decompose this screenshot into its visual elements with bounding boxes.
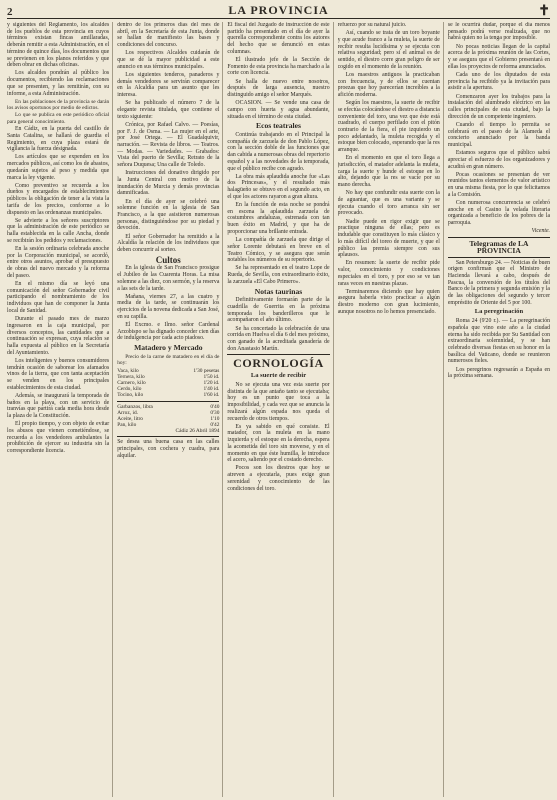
paragraph: No se ejecuta una vez esta suerte por distinta de la que antaño tanto se ejecutaba; hoy es un punto que toca a la imposibilidad, y cada vez que se anuncia la realizará algún espada nos queda el recuerdo de otros tiempos. [227,382,330,422]
paragraph: El señor Gobernador ha remitido a la Alcaldía la relación de los individuos que deben concurrir al sorteo. [117,233,220,253]
paragraph: Pocas ocasiones se presentan de ver reunidos tantos elementos de valor artístico en una misma fiesta, por lo que felicitamos a la Comisión. [447,171,551,198]
table-row: Vaca, kilo 1'30 pesetas [117,367,220,374]
paragraph: dentro de los primeros días del mes de abril, en la Secretaría de esta Junta, donde se hallan de manifiesto las bases y condiciones del concurso. [117,22,220,49]
table-row: Pan, kilo 0'42 [117,422,220,429]
column-4 [338,22,444,797]
paragraph: En el momento en que el toro llega a jurisdicción, el matador adelanta la muleta, carga la suerte y hunde el estoque en lo alto, dejando que la res se vacíe por su mano derecha. [337,155,440,189]
paragraph: Roma 24 (9'20 r.). — La peregrinación española que vino este año a la ciudad eterna ha sido recibida por Su Santidad con extraordinaria solemnidad, y se han celebrado diversas fiestas en su honor en la basílica del Vaticano, donde se reunieron numerosos fieles. [447,318,551,365]
column-2 [117,22,223,797]
paragraph: En la función de esta noche se pondrá en escena la aplaudida zarzuela de costumbres andaluzas, estrenada con tan buen éxito en Madrid, y que ha de proporcionar una brillante entrada. [227,202,330,235]
paragraph: Es ya sabido en qué consiste. El matador, con la muleta en la mano izquierda y el estoque en la derecha, espera la acometida del toro sin moverse, y en el momento en que éste humilla, le introduce el acero, saliendo por el costado derecho. [227,423,330,464]
paragraph: refuerzo por su natural juicio. [337,22,407,28]
paragraph: Se desea una buena casa en las calles principales, con cochera y cuadra, para alquilar. [117,439,220,459]
cross-icon: ✝ [538,4,550,19]
paragraph: Mañana, viernes 27, a las cuatro y media de la tarde, se continuarán los ejercicios de la novena dedicada a San José, en su capilla. [117,293,220,320]
paragraph: Se ha representado en el teatro Lope de Rueda, de Sevilla, con extraordinario éxito, la zarzuela «El Cabo Primero». [227,265,330,285]
table-row: Carnero, kilo 1'20 id. [117,379,220,386]
paragraph: Instrucciones del donativo dirigido por la Junta Central con motivo de la inundación de Murcia y demás provincias damnificadas. [117,170,220,197]
market-price-table [117,368,219,399]
paragraph: El Excmo. e Ilmo. señor Cardenal Arzobispo se ha dignado conceder cien días de indulgencia por cada acto piadoso. [117,322,220,342]
table-row: Tocino, kilo 1'60 id. [117,392,220,399]
paragraph: se le ocurrirá dudar, porque el día menos pensado podrá verse realizada, que no habrá quien no la tenga por imposible. [447,22,551,42]
paragraph: Se ha concertado la celebración de una corrida en Huelva el día 6 del mes próximo, con ganado de la acreditada ganadería de don Anastasio Martín. [227,325,330,352]
paragraph: Los peregrinos regresarán a España en la próxima semana. [447,366,551,380]
market-date: Cádiz 26 Abril 1894 [175,428,220,435]
page-number: 2 [7,6,13,18]
paragraph: Con numerosa concurrencia se celebró anoche en el Casino la velada literaria organizada a beneficio de los pobres de la parroquia. [447,200,551,227]
table-row: Garbanzos, libra 0'40 [117,403,220,410]
paragraph: Continúa trabajando en el Principal la compañía de zarzuela de don Pablo López, con la sección doble de las funciones que dan cabida a numerosas obras del repertorio español y a las novedades de la temporada, que el público recibe con agrado. [227,132,330,172]
section-heading-cornologia: CORNOLOGÍA [233,356,324,371]
section-heading-notas-taurinas: Notas taurinas [254,286,303,296]
paragraph: Terminaremos diciendo que hay quien asegura haberla visto practicar a algún diestro moderno con gran lucimiento, aunque nosotros no lo hemos presenciado. [337,288,440,315]
divider [227,354,329,355]
paragraph: En el mismo día se leyó una comunicación del señor Gobernador civil participando el nombramiento de los individuos que han de componer la Junta local de Sanidad. [7,281,110,314]
paragraph: En la iglesia de San Francisco prosigue el Jubileo de las Cuarenta Horas. La misa solemne a las diez, con sermón, y la reserva a las seis de la tarde. [117,265,220,292]
paragraph: Como preventivo se recuerda a los dueños y encargados de establecimientos públicos la obligación de tener a la vista la tarifa de los precios, conforme a lo dispuesto en las ordenanzas municipales. [7,182,110,216]
newspaper-title: LA PROVINCIA [228,3,329,17]
market-price-table-2 [117,404,219,429]
paragraph: Los alcaldes pondrán al público los documentos, recibiendo las reclamaciones que se presenten, y las remitirán, con su informe, a esta Administración. [7,70,110,97]
paragraph: En las poblaciones de la provincia se darán los avisos oportunos por medio de edictos. [7,98,110,111]
paragraph: Los siguientes tenderos, panaderos y demás vendedores se servirán comparecer en la Alcaldía para un asunto que les interesa. [117,71,220,99]
table-row: Arroz, id. 0'30 [117,409,220,416]
paragraph: No hay que confundir esta suerte con la de aguantar, que es una variante y se ejecuta cuando el toro arranca sin ser provocado. [337,190,440,217]
paragraph: Los inteligentes y buenos consumidores tendrán ocasión de saborear los afamados vinos de la tierra, que con tanta aceptación se venden en los principales establecimientos de esta ciudad. [7,357,110,391]
paragraph: En Cádiz, en la puerta del castillo de Santa Catalina, se hallará de guardia el Regimiento, en cuya plaza estará de vigilancia la fuerza designada. [7,126,110,153]
paragraph: Nadie puede en rigor exigir que se practique ninguna de ellas; pero es indudable que constituyen lo más clásico y lo más difícil del toreo de muerte, y que el público las premia siempre con sus aplausos. [337,218,440,259]
paragraph: Los artículos que se expenden en los mercados públicos, así como los de abastos, quedarán sujetos al peso y medida que marca la ley vigente. [7,154,110,181]
paragraph: San Petersburgo 24. — Noticias de buen origen confirman que el Ministro de Hacienda llevará a cabo, después de Pascua, la conversión de los títulos del Banco de la primera y segunda emisión y la de las obligaciones del segundo y tercer empréstito de Oriente del 5 por 100. [447,259,551,306]
table-row: Cerdo, kilo 1'40 id. [117,386,220,393]
market-intro: Precio de la carne de matadero en el día de hoy: [117,353,220,366]
paragraph: y siguientes del Reglamento, los alcaldes de los pueblos de esta provincia en cuyos términos existan fincas amillaradas, deberán remitir a esta Administración, en el término de quince días, los documentos que se previenen en los planos referidos y que deben obrar en dichas oficinas. [7,22,110,69]
paragraph: OCASION. — Se vende una casa de campo con huerta y agua abundante, situada en el término de esta ciudad. [227,100,330,120]
divider [117,401,219,402]
section-subheading: La peregrinación [474,308,524,316]
paragraph: Se halla de nuevo entre nosotros, después de larga ausencia, nuestro distinguido amigo el señor Marqués. [227,78,330,99]
paragraph: Así, cuando se trata de un toro boyante y que acude franco a la muleta, la suerte de recibir resulta lucidísima y se ejecuta con relativa seguridad; pero si el animal es de sentido, el diestro corre gran peligro de ser cogido en el momento de la reunión. [337,30,440,70]
paragraph: El fiscal del Juzgado de instrucción de este partido ha presentado en el día de ayer la querella correspondiente contra los autores del hecho que se denunció en estas columnas. [227,22,330,55]
paragraph: Durante el pasado mes de marzo ingresaron en la caja municipal, por diversos conceptos, las cantidades que a continuación se expresan, cuya relación se halla expuesta al público en la Secretaría del Ayuntamiento. [7,316,110,356]
paragraph: Crónica, por Rafael Calvo. — Poesías, por F. J. de Osma. — La mujer en el arte, por José Ortega. — El Guadalquivir, narración. — Revista de libros. — Teatros. — Modas. — Variedades. — Grabados: Vista del puerto de Sevilla; Retrato de la señora Duquesa; Una calle de Toledo. [117,121,220,169]
paragraph: El ilustrado jefe de la Sección de Fomento de esta provincia ha marchado a la corte con licencia. [227,57,330,77]
paragraph: Pocos son los diestros que hoy se atreven a ejecutarla, pues exige gran serenidad y conocimiento de las condiciones del toro. [227,465,330,492]
columns [7,22,550,797]
paragraph: Lo que se publica en este periódico oficial para general conocimiento. [7,112,110,125]
paragraph: No pocas noticias llegan de la capital acerca de la próxima reunión de las Cortes, y se asegura que el Gobierno presentará en ellas los proyectos de reforma anunciados. [447,43,551,70]
paragraph: Los maestros antiguos la practicaban con frecuencia, y de ellos se cuentan proezas que hoy parecerían increíbles a la afición moderna. [337,71,440,99]
paragraph: Se ha publicado el número 7 de la elegante revista titulada, que contiene el texto siguiente: [117,100,220,120]
column-5 [448,22,550,797]
paragraph: La compañía de zarzuela que dirige el señor Lorente debutará en breve en el Teatro Cómico, y se asegura que serán notables los números de su repertorio. [227,237,330,264]
paragraph: El propio tiempo, y con objeto de evitar los abusos que vienen cometiéndose, se recuerda a los vendedores ambulantes la prohibición de ejercer su industria sin la correspondiente licencia. [7,421,110,454]
section-heading-market: Matadero y Mercado [134,343,203,353]
paragraph: En resumen: la suerte de recibir pide valor, conocimiento y condiciones especiales en el toro, y por eso se ve tan raras veces en nuestras plazas. [337,260,440,287]
paragraph: En el día de ayer se celebró una solemne función en la iglesia de San Francisco, a la que asistieron numerosas personas, distinguiéndose por su piedad y devoción. [117,198,220,232]
section-heading-cultos: Cultos [155,254,181,265]
column-3 [227,22,333,797]
paragraph: Estamos seguros que el público sabrá apreciar el esfuerzo de los organizadores y acudirá en gran número. [447,150,551,170]
table-row: Ternera, kilo 1'50 id. [117,373,220,380]
paragraph: Definitivamente formarán parte de la cuadrilla de Guerrita en la próxima temporada los banderilleros que le acompañaron el año último. [227,297,330,324]
section-heading-telegramas: Telegramas de LA PROVINCIA [469,239,529,255]
paragraph: Según los maestros, la suerte de recibir se efectúa colocándose el diestro a distancia conveniente del toro, una vez que éste está cuadrado, el cuerpo perfilado con el pitón contrario de la fiera, el pie izquierdo un poco adelantado, la muleta recogida y el estoque bien colocado, esperando que la res arranque. [337,100,440,154]
paragraph: Se advierte a los señores suscriptores que la administración de este periódico se halla establecida en la calle Ancha, donde se recibirán los pedidos y reclamaciones. [7,217,110,244]
masthead [7,3,550,19]
paragraph: En la sesión ordinaria celebrada anoche por la Corporación municipal, se acordó, entre otros asuntos, aprobar el presupuesto de obras del nuevo mercado y la reforma del paseo. [7,246,110,279]
section-subheading: La suerte de recibir [250,372,307,380]
paragraph: Comenzaron ayer los trabajos para la instalación del alumbrado eléctrico en las calles principales de esta ciudad, bajo la dirección de un competente ingeniero. [447,93,551,120]
column-1 [7,22,113,797]
paragraph: Cuando el tiempo lo permita se celebrará en el paseo de la Alameda el concierto anunciado por la banda municipal. [447,121,551,148]
divider [448,237,550,238]
divider [117,436,219,437]
paragraph: Además, se inaugurará la temporada de baños en la playa, con un servicio de tranvías que partirá cada media hora desde la plaza de la Constitución. [7,392,110,419]
signature: Vicente. [531,228,551,235]
divider [448,257,550,258]
section-heading-teatro: Ecos teatrales [256,121,301,131]
paragraph: Los respectivos Alcaldes cuidarán de que se dé la mayor publicidad a este anuncio en sus términos municipales. [117,50,220,70]
paragraph: Cada uno de los diputados de esta provincia ha recibido ya la invitación para asistir a la apertura. [447,71,551,92]
table-row: Aceite, litro 1'10 [117,415,220,422]
paragraph: La obra más aplaudida anoche fue «Las dos Princesas», y el resultado más halagüeño se obtuvo en el segundo acto, en el que los actores rayaron a gran altura. [227,173,330,200]
